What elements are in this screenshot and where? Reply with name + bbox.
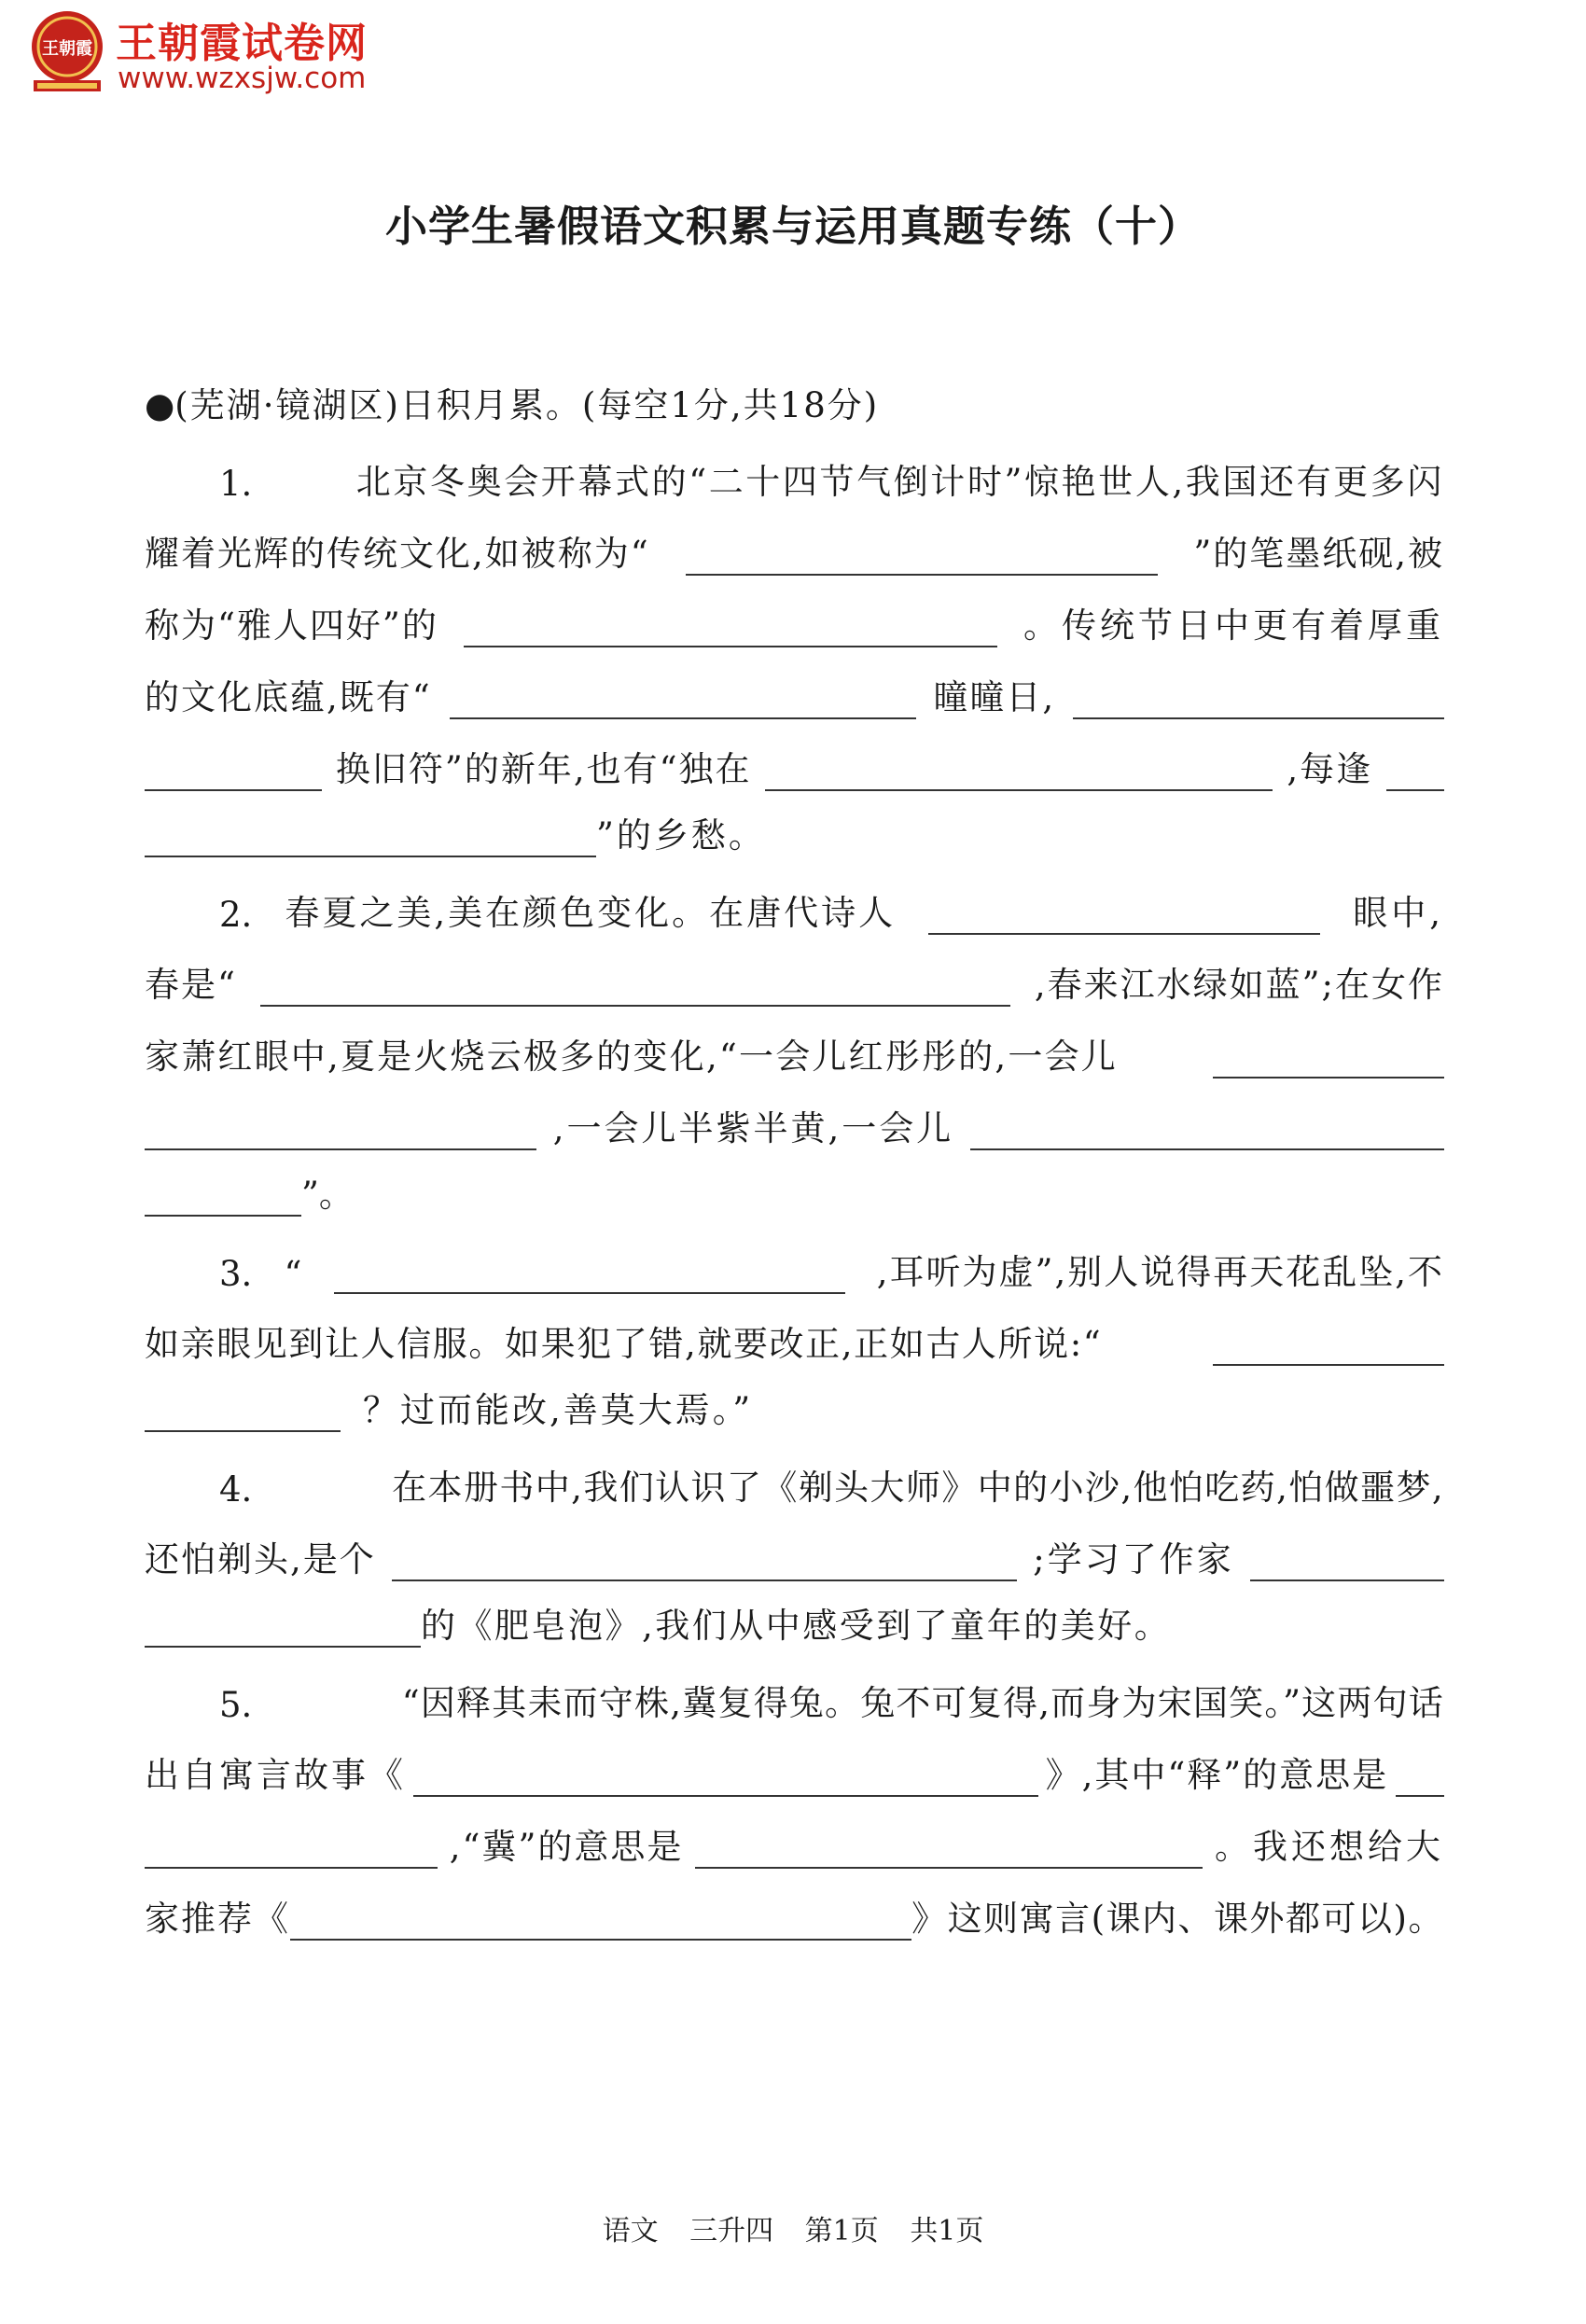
q5-text-3b: 。我还想给大: [1214, 1827, 1444, 1867]
q1-text-4a: 的文化底蕴,既有“: [145, 677, 432, 717]
footer-grade: 三升四: [689, 2215, 774, 2247]
q5-text-1: “因释其耒而守株,冀复得兔。兔不可复得,而身为宋国笑。”这两句话: [401, 1683, 1444, 1723]
page-title: 小学生暑假语文积累与运用真题专练（十）: [384, 202, 1201, 251]
q1-text-2b: ”的笔墨纸砚,被: [1193, 534, 1444, 574]
answer-blank[interactable]: [1213, 1321, 1444, 1366]
answer-blank[interactable]: [145, 746, 322, 791]
page-footer: [0, 2207, 1586, 2248]
q2-text-4a: ,一会儿半紫半黄,一会儿: [552, 1108, 954, 1148]
q2-text-2a: 春是“: [145, 965, 237, 1005]
answer-blank[interactable]: [145, 1106, 536, 1150]
q4-text-3a: 的《肥皂泡》,我们从中感受到了童年的美好。: [421, 1606, 1172, 1646]
answer-blank[interactable]: [450, 675, 916, 719]
q5-text-2a: 出自寓言故事《: [145, 1755, 406, 1795]
q5-line-4: [145, 1885, 1444, 1941]
q1-text-4b: 曈曈日,: [933, 677, 1056, 717]
q1-line-5: [145, 735, 1444, 791]
q2-number: 2.: [219, 895, 253, 935]
q1-text-5a: 换旧符”的新年,也有“独在: [335, 749, 752, 789]
q1-line-2: [145, 520, 1444, 576]
q3-line-2: [145, 1310, 1444, 1366]
q5-number: 5.: [219, 1685, 253, 1725]
answer-blank[interactable]: [1250, 1537, 1444, 1581]
q1-line-4: [145, 663, 1444, 719]
q2-line-5: [145, 1166, 1444, 1222]
q5-text-3a: ,“冀”的意思是: [449, 1827, 684, 1867]
q3-text-2a: 如亲眼见到让人信服。如果犯了错,就要改正,正如古人所说:“: [145, 1324, 1103, 1364]
seal-icon: [26, 7, 108, 97]
answer-blank[interactable]: [145, 1603, 421, 1648]
answer-blank[interactable]: [145, 1172, 301, 1217]
footer-subject: 语文: [602, 2215, 659, 2247]
site-logo: [26, 7, 418, 101]
q5-line-1: [145, 1669, 1444, 1725]
brand-url: www.wzxsjw.com: [118, 62, 367, 95]
section-header-text: (芜湖·镜湖区)日积月累。(每空1分,共18分): [174, 385, 880, 425]
answer-blank[interactable]: [686, 531, 1158, 576]
q4-line-1: [145, 1454, 1444, 1510]
q2-line-1: [145, 879, 1444, 935]
brand-name: 王朝霞试卷网: [116, 20, 368, 67]
answer-blank[interactable]: [413, 1752, 1038, 1797]
q3-line-3: [145, 1382, 1444, 1438]
q4-line-3: [145, 1597, 1444, 1653]
q5-text-4a: 家推荐《: [145, 1899, 290, 1939]
q4-text-2a: 还怕剃头,是个: [145, 1539, 376, 1579]
section-header: [145, 377, 1444, 433]
answer-blank[interactable]: [334, 1249, 845, 1294]
answer-blank[interactable]: [145, 1824, 438, 1869]
q5-line-2: [145, 1741, 1444, 1797]
q5-line-3: [145, 1813, 1444, 1869]
q2-line-2: [145, 951, 1444, 1007]
q1-text-3a: 称为“雅人四好”的: [145, 605, 438, 646]
answer-blank[interactable]: [928, 890, 1320, 935]
q3-text-1a: “: [284, 1254, 302, 1294]
q1-text-2a: 耀着光辉的传统文化,如被称为“: [145, 534, 650, 574]
answer-blank[interactable]: [695, 1824, 1203, 1869]
q2-text-2b: ,春来江水绿如蓝”;在女作: [1034, 965, 1444, 1005]
q4-line-2: [145, 1525, 1444, 1581]
q4-text-1: 在本册书中,我们认识了《剃头大师》中的小沙,他怕吃药,怕做噩梦,: [392, 1468, 1444, 1508]
q4-text-2b: ;学习了作家: [1033, 1539, 1234, 1579]
footer-page: 第1页: [804, 2215, 879, 2247]
q3-number: 3.: [219, 1254, 253, 1294]
answer-blank[interactable]: [392, 1537, 1017, 1581]
answer-blank[interactable]: [260, 962, 1010, 1007]
q5-text-4b: 》这则寓言(课内、课外都可以)。: [911, 1899, 1444, 1939]
q2-text-1a: 春夏之美,美在颜色变化。在唐代诗人: [285, 893, 897, 933]
answer-blank[interactable]: [970, 1106, 1444, 1150]
answer-blank[interactable]: [464, 603, 997, 647]
q1-line-6: [145, 807, 1444, 863]
answer-blank[interactable]: [290, 1896, 911, 1941]
answer-blank[interactable]: [1386, 746, 1444, 791]
answer-blank[interactable]: [145, 1387, 341, 1432]
q1-line-3: [145, 591, 1444, 647]
q1-number: 1.: [219, 464, 253, 504]
q4-number: 4.: [219, 1469, 253, 1510]
q1-text-3b: 。传统节日中更有着厚重: [1023, 605, 1444, 646]
q3-line-1: [145, 1238, 1444, 1294]
q1-line-1: [145, 448, 1444, 504]
q1-text-6a: ”的乡愁。: [596, 815, 766, 856]
q5-text-2b: 》,其中“释”的意思是: [1045, 1755, 1389, 1795]
answer-blank[interactable]: [765, 746, 1273, 791]
q1-text-1: 北京冬奥会开幕式的“二十四节气倒计时”惊艳世人,我国还有更多闪: [355, 462, 1444, 502]
svg-text:王朝霞: 王朝霞: [42, 39, 92, 59]
answer-blank[interactable]: [145, 813, 596, 857]
q1-text-5b: ,每逢: [1287, 749, 1373, 789]
answer-blank[interactable]: [1073, 675, 1444, 719]
q2-text-5a: ”。: [301, 1175, 354, 1215]
answer-blank[interactable]: [1396, 1752, 1444, 1797]
q2-line-3: [145, 1023, 1444, 1079]
section-bullet: ●: [145, 385, 175, 425]
q2-text-1b: 眼中,: [1353, 893, 1444, 933]
q2-text-3a: 家萧红眼中,夏是火烧云极多的变化,“一会儿红彤彤的,一会儿: [145, 1037, 1118, 1077]
footer-total: 共1页: [910, 2215, 984, 2247]
q2-line-4: [145, 1094, 1444, 1150]
q3-text-3a: ？过而能改,善莫大焉。”: [363, 1390, 754, 1430]
answer-blank[interactable]: [1213, 1034, 1444, 1079]
q3-text-1b: ,耳听为虚”,别人说得再天花乱坠,不: [876, 1252, 1444, 1292]
